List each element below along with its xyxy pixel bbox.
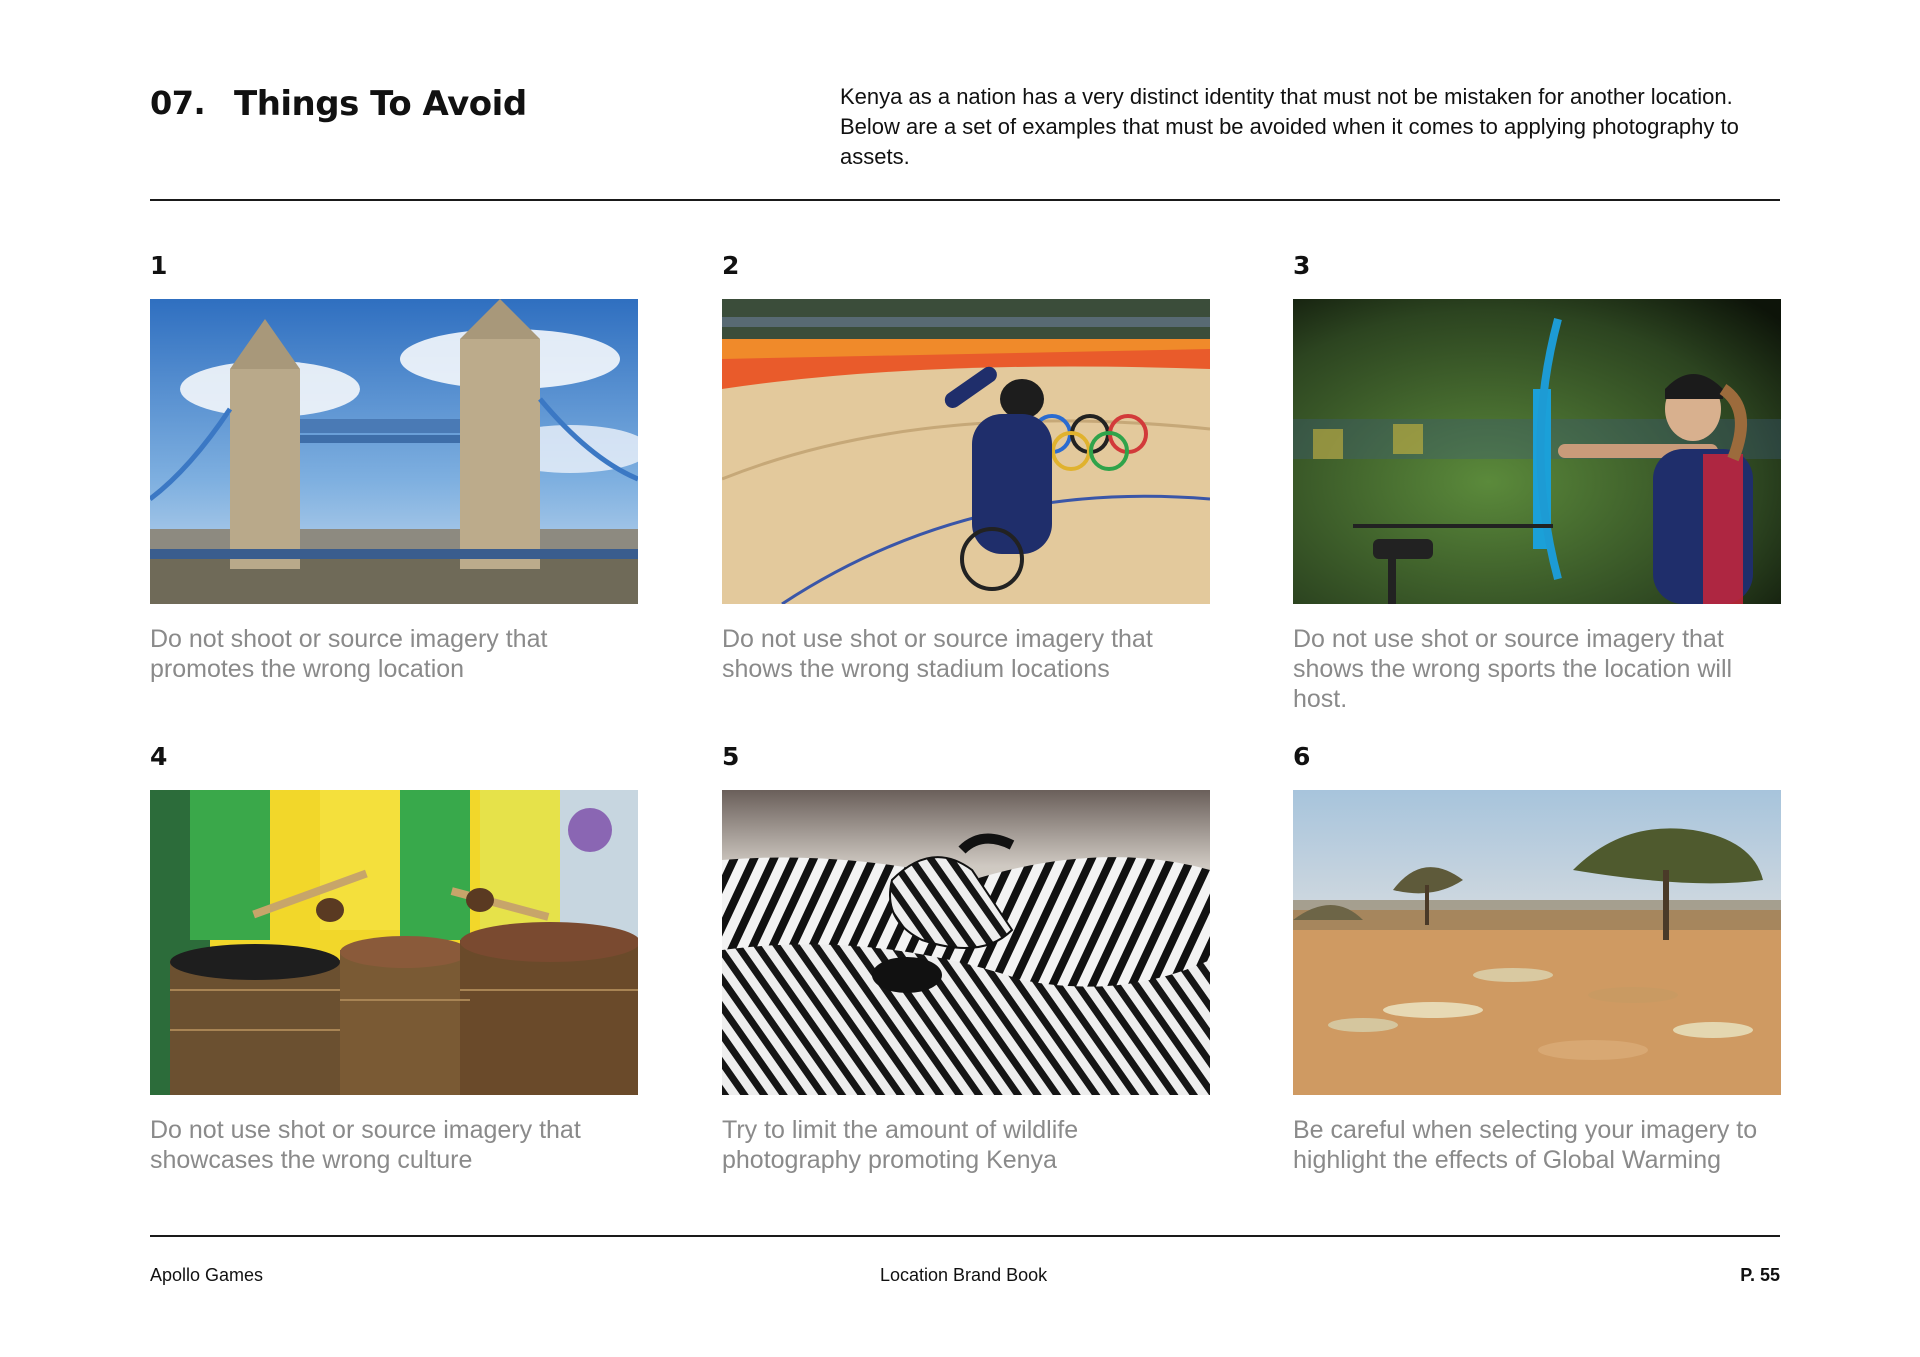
section-number: 07. bbox=[150, 84, 206, 122]
footer-brand: Apollo Games bbox=[150, 1265, 264, 1285]
example-card-1 bbox=[150, 251, 638, 684]
example-number: 1 bbox=[150, 251, 168, 280]
intro-paragraph: Kenya as a nation has a very distinct identity that must not be mistaken for another location. Below are a set of examples that must be avoided when it comes to applying photography to assets. bbox=[840, 84, 1739, 169]
example-number: 2 bbox=[722, 251, 740, 280]
example-caption: Do not shoot or source imagery that promotes the wrong location bbox=[150, 625, 548, 683]
example-card-4 bbox=[150, 742, 638, 1175]
example-number: 4 bbox=[150, 742, 168, 771]
example-card-3 bbox=[1293, 251, 1781, 714]
zebra-photo bbox=[722, 790, 1210, 1095]
example-caption: Do not use shot or source imagery that shows the wrong stadium locations bbox=[722, 625, 1153, 683]
example-card-2 bbox=[722, 251, 1210, 684]
bridge-photo bbox=[150, 299, 638, 604]
example-number: 6 bbox=[1293, 742, 1311, 771]
drought-photo bbox=[1293, 790, 1781, 1095]
page-number: P. 55 bbox=[1740, 1265, 1780, 1285]
velodrome-photo bbox=[722, 299, 1210, 604]
example-number: 3 bbox=[1293, 251, 1311, 280]
example-caption: Do not use shot or source imagery that shows the wrong sports the location will host. bbox=[1293, 625, 1733, 713]
example-caption: Do not use shot or source imagery that showcases the wrong culture bbox=[150, 1116, 581, 1174]
bottom-divider bbox=[150, 1235, 1780, 1237]
example-number: 5 bbox=[722, 742, 740, 771]
drums-photo bbox=[150, 790, 638, 1095]
example-caption: Be careful when selecting your imagery to highlight the effects of Global Warming bbox=[1293, 1116, 1758, 1174]
archery-photo bbox=[1293, 299, 1781, 604]
top-divider bbox=[150, 199, 1780, 201]
footer-document-title: Location Brand Book bbox=[880, 1265, 1048, 1285]
page-title: Things To Avoid bbox=[234, 84, 527, 124]
example-caption: Try to limit the amount of wildlife photography promoting Kenya bbox=[722, 1116, 1079, 1174]
example-card-6 bbox=[1293, 742, 1781, 1175]
example-card-5 bbox=[722, 742, 1210, 1175]
